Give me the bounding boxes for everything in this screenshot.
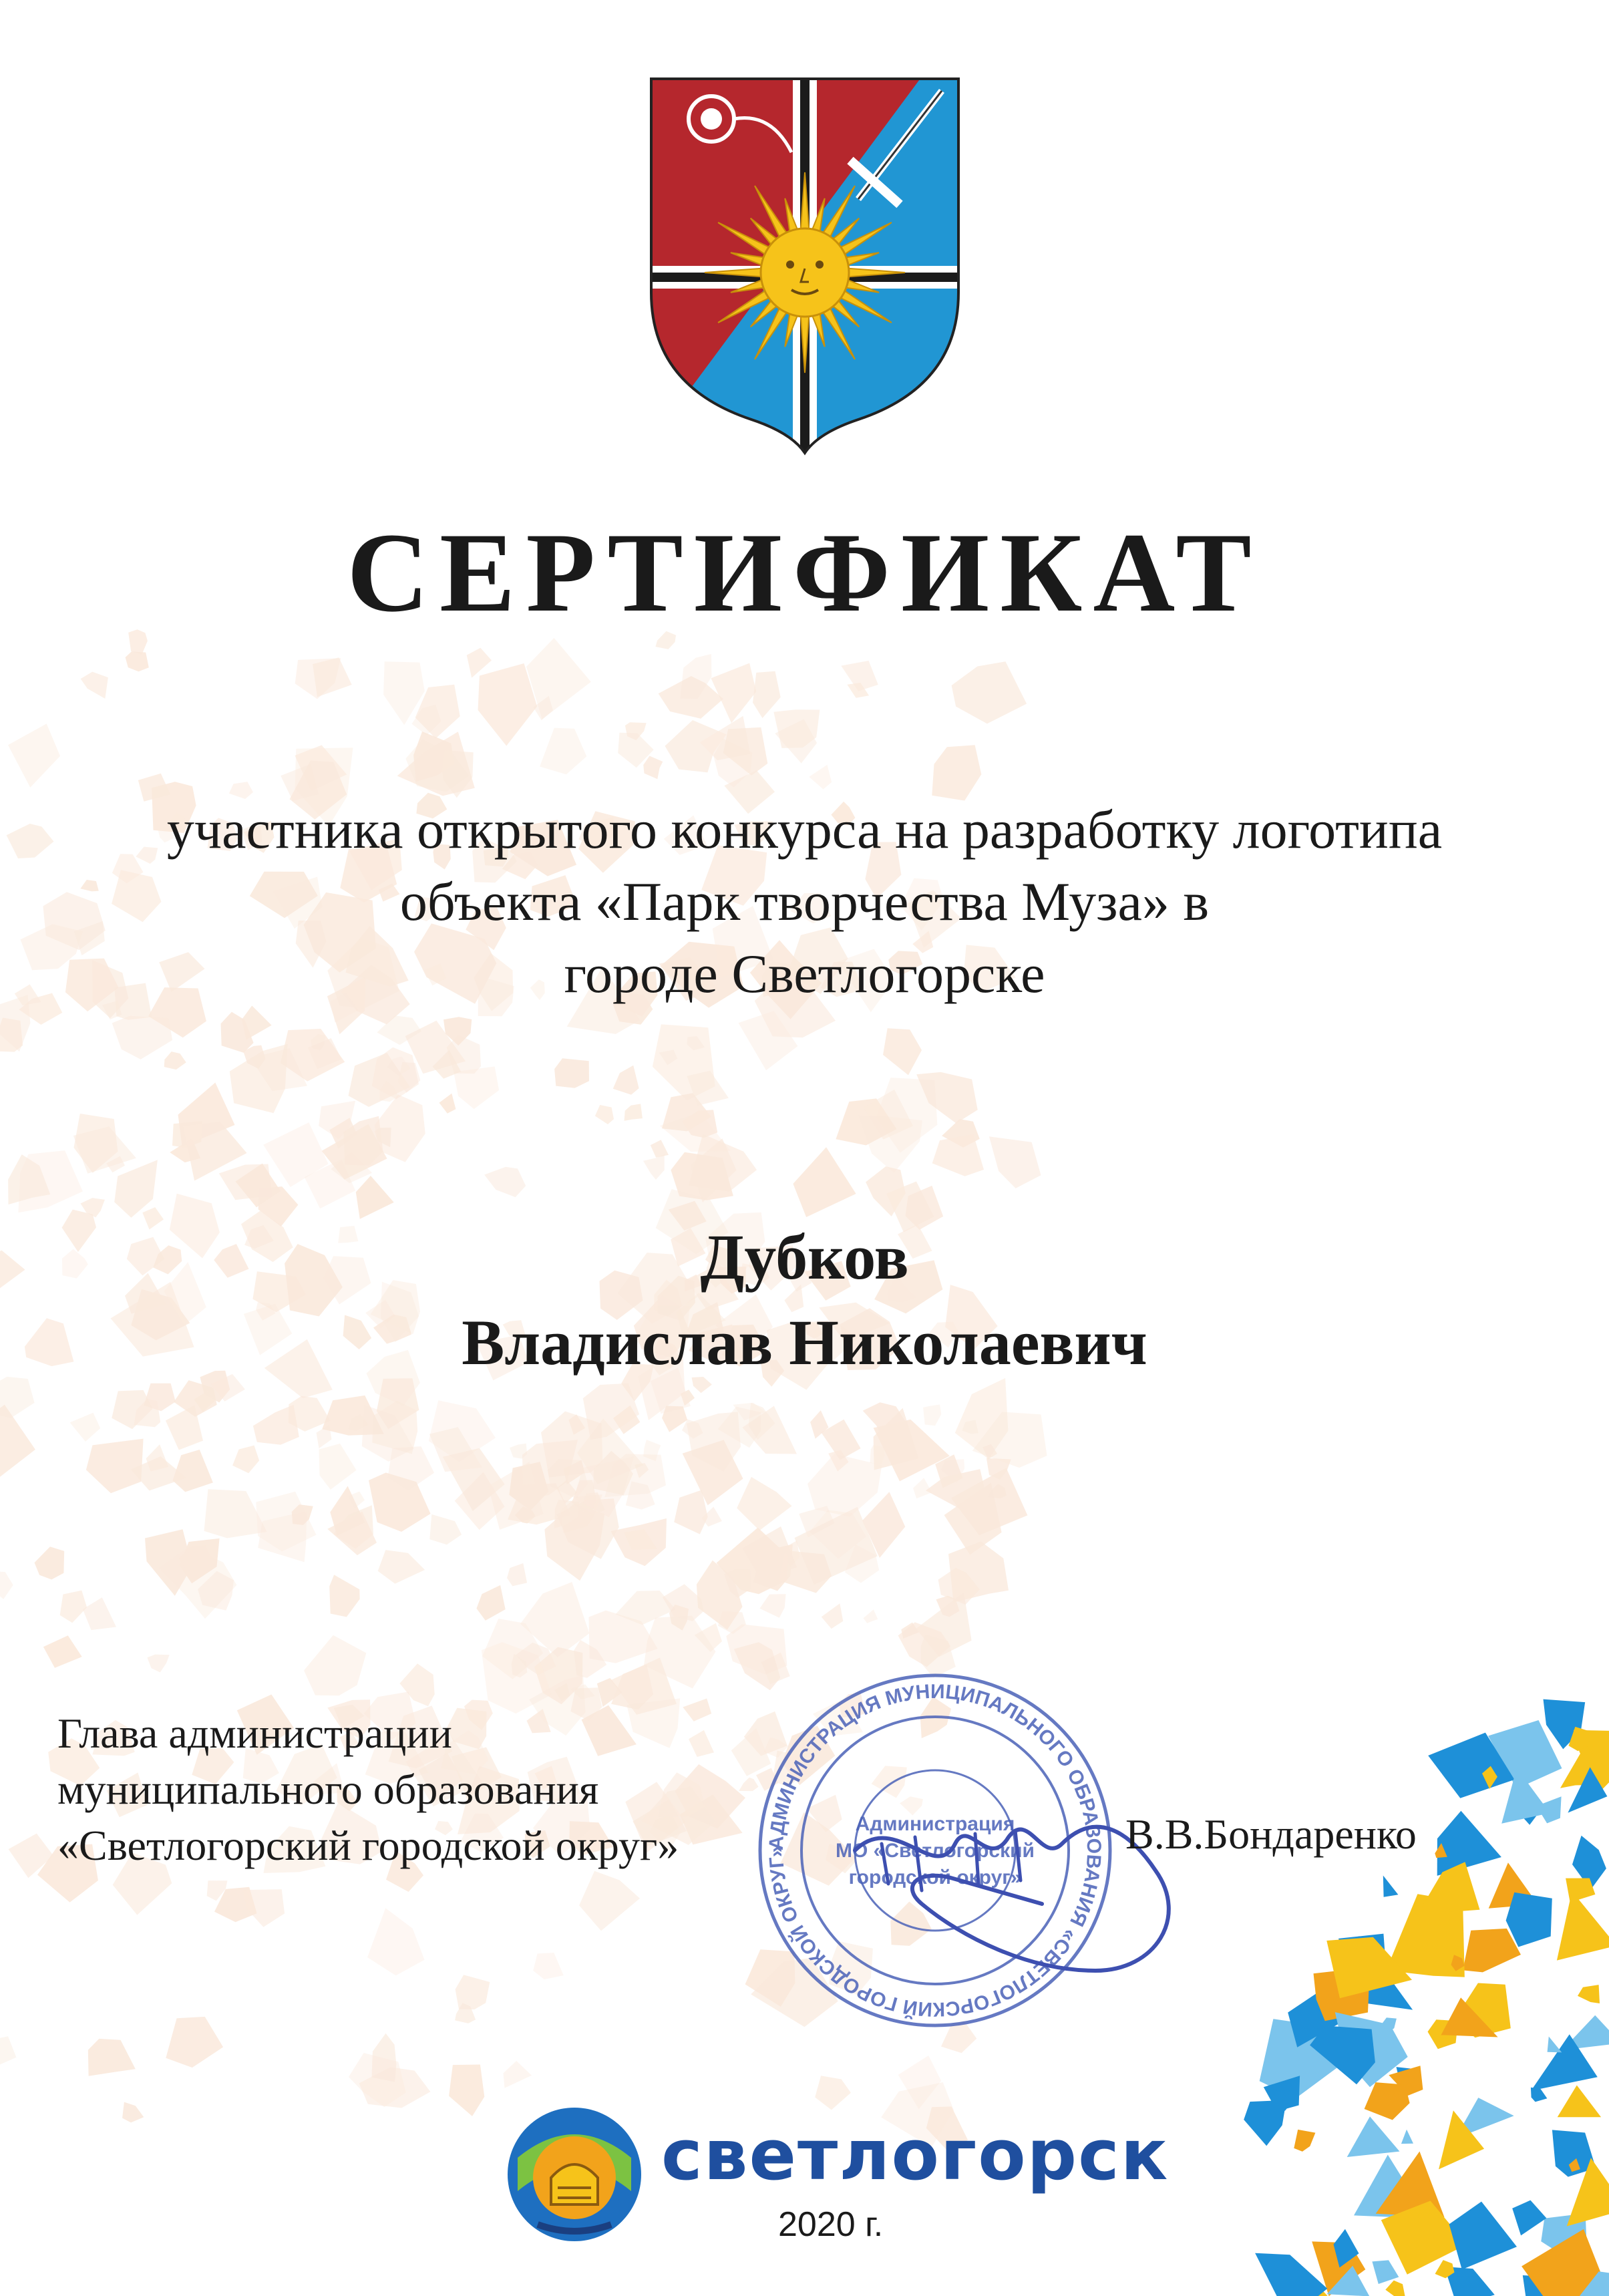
stamp-inner-line: городской округ» (848, 1866, 1022, 1889)
certificate-description (67, 794, 1542, 1010)
recipient-surname: Дубков (700, 1221, 909, 1293)
stamp-inner-line: МО «Светлогорский (836, 1840, 1035, 1862)
certificate-title: СЕРТИФИКАТ (347, 510, 1262, 635)
city-logo-icon (504, 2104, 645, 2245)
recipient-name (0, 1214, 1609, 1385)
description-line: городе Светлогорске (564, 943, 1045, 1004)
position-line: «Светлогорский городской округ» (57, 1822, 679, 1869)
signature (842, 1770, 1189, 1991)
certificate-year: 2020 г. (778, 2205, 884, 2244)
coat-of-arms (638, 72, 972, 460)
city-brand-name: светлогорск (661, 2114, 1170, 2196)
stamp-outer-text: АДМИНИСТРАЦИЯ МУНИЦИПАЛЬНОГО ОБРАЗОВАНИЯ «СВЕТЛОГОРСКИЙ ГОРОДСКОЙ ОКРУГ» (765, 1680, 1105, 2021)
description-line: участника открытого конкурса на разработку логотипа (166, 799, 1443, 860)
stamp-inner-line: Администрация (855, 1813, 1015, 1835)
position-line: муниципального образования (57, 1766, 599, 1813)
recipient-given-names: Владислав Николаевич (462, 1307, 1147, 1378)
signatory-position (57, 1705, 859, 1874)
corner-decoration (1169, 1683, 1609, 2296)
description-line: объекта «Парк творчества Муза» в (399, 871, 1210, 932)
signatory-name: В.В.Бондаренко (1125, 1810, 1417, 1858)
position-line: Глава администрации (57, 1709, 452, 1757)
